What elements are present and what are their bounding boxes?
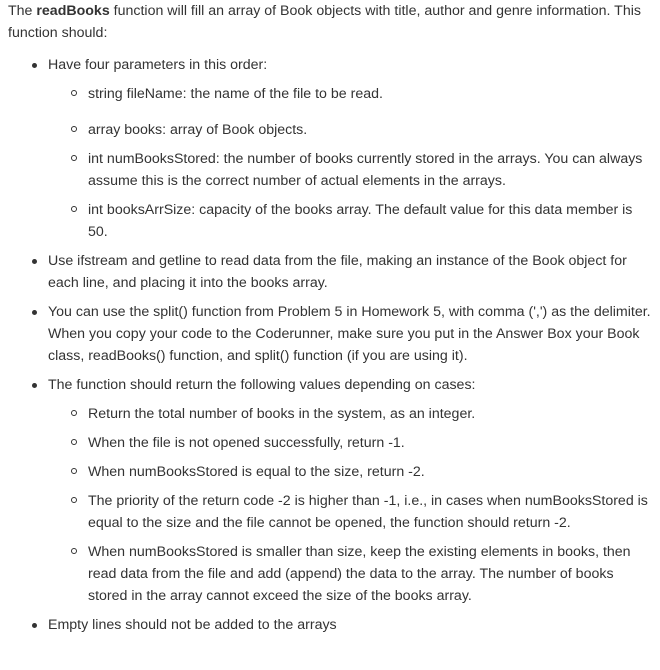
list-item-parameters <box>8 54 654 243</box>
bullet-icon <box>32 63 37 68</box>
list-item-returns <box>8 374 654 607</box>
return-text: When numBooksStored is equal to the size, return -2. <box>88 464 425 480</box>
list-item-split <box>8 301 654 367</box>
return-item <box>48 541 654 607</box>
bullet-icon <box>32 259 37 264</box>
circle-bullet-icon <box>71 206 77 212</box>
circle-bullet-icon <box>71 126 77 132</box>
return-text: When numBooksStored is smaller than size, keep the existing elements in books, then read data from the file and add (append) the data to the array. The number of books stored in the array cannot exceed the size of the books array. <box>88 544 631 604</box>
circle-bullet-icon <box>71 410 77 416</box>
list-item-empty-lines <box>8 614 654 636</box>
param-text: array books: array of Book objects. <box>88 122 308 138</box>
intro-text-post: function will fill an array of Book objects with title, author and genre information. This function should: <box>8 3 641 41</box>
bullet-icon <box>32 383 37 388</box>
param-text: int booksArrSize: capacity of the books array. The default value for this data member is 50. <box>88 202 633 240</box>
return-item <box>48 461 654 483</box>
param-text: int numBooksStored: the number of books currently stored in the arrays. You can always assume this is the correct number of actual elements in the arrays. <box>88 151 643 189</box>
param-item <box>48 199 654 243</box>
intro-paragraph <box>8 0 654 44</box>
circle-bullet-icon <box>71 548 77 554</box>
return-item <box>48 490 654 534</box>
parameters-sublist <box>48 83 654 243</box>
param-text: string fileName: the name of the file to be read. <box>88 86 383 102</box>
param-item <box>48 83 654 105</box>
split-text: You can use the split() function from Problem 5 in Homework 5, with comma (',') as the delimiter. When you copy your code to the Coderunner, make sure you put in the Answer Box your Book class, readBooks() function, and split() function (if you are using it). <box>48 304 651 364</box>
return-item <box>48 403 654 425</box>
return-text: Return the total number of books in the system, as an integer. <box>88 406 476 422</box>
circle-bullet-icon <box>71 439 77 445</box>
circle-bullet-icon <box>71 90 77 96</box>
parameters-text: Have four parameters in this order: <box>48 57 268 73</box>
intro-text-pre: The <box>8 3 37 19</box>
requirements-list <box>8 54 654 636</box>
empty-lines-text: Empty lines should not be added to the arrays <box>48 617 337 633</box>
bullet-icon <box>32 623 37 628</box>
param-item <box>48 148 654 192</box>
circle-bullet-icon <box>71 155 77 161</box>
return-item <box>48 432 654 454</box>
returns-sublist <box>48 403 654 607</box>
param-item <box>48 119 654 141</box>
circle-bullet-icon <box>71 497 77 503</box>
list-item-ifstream <box>8 250 654 294</box>
returns-text: The function should return the following values depending on cases: <box>48 377 476 393</box>
bullet-icon <box>32 310 37 315</box>
circle-bullet-icon <box>71 468 77 474</box>
return-text: The priority of the return code -2 is higher than -1, i.e., in cases when numBooksStored is equal to the size and the file cannot be opened, the function should return -2. <box>88 493 648 531</box>
return-text: When the file is not opened successfully, return -1. <box>88 435 405 451</box>
ifstream-text: Use ifstream and getline to read data from the file, making an instance of the Book object for each line, and placing it into the books array. <box>48 253 627 291</box>
function-name: readBooks <box>36 3 110 19</box>
